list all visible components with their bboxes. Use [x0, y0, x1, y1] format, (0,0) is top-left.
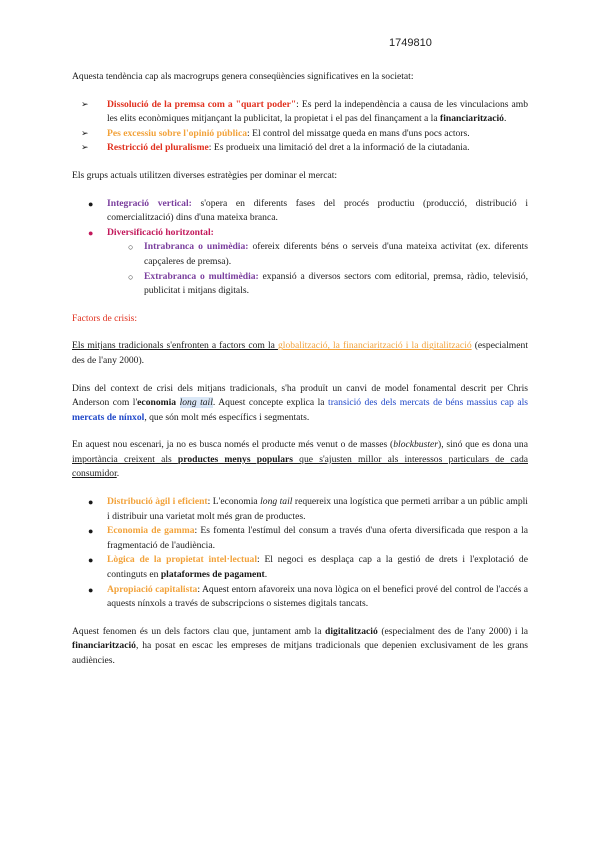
list-item: ● Integració vertical: s'opera en diferents fases del procés productiu (producció, distribució i comercialització) dins d'una mateixa branca.: [88, 197, 528, 224]
crisis-paragraph-2: Dins del context de crisi dels mitjans tradicionals, s'ha produït un canvi de model fonamental descrit per Chris Anderson com l'economia long tail. Aquest concepte explica la transició des dels mercats de béns massius cap als mercats de nínxol, que són molt més específics i segmentats.: [72, 382, 528, 423]
list-item: ○ Intrabranca o unimèdia: ofereix diferents béns o serveis d'una mateixa activitat (ex. diferents capçaleres de premsa).: [128, 241, 528, 267]
bullet-icon: ●: [88, 555, 94, 566]
arrow-bullet-icon: ➢: [81, 99, 89, 110]
intro-paragraph: Aquesta tendència cap als macrogrups genera conseqüències significatives en la societat:: [72, 71, 414, 82]
bullet-icon: ●: [88, 198, 94, 209]
list-item: ● Economia de gamma: Es fomenta l'estímul del consum a través d'una oferta diversificada que respon a la fragmentació de l'audiència.: [88, 525, 528, 551]
bullet-icon: ●: [88, 584, 94, 595]
list-item: ➢ Restricció del pluralisme: Es produeix una limitació del dret a la informació de la ciutadania.: [72, 141, 528, 156]
list-item: ➢ Pes excessiu sobre l'opinió pública: El control del missatge queda en mans d'uns pocs actors.: [72, 127, 528, 142]
diversification-sublist: [72, 240, 528, 298]
circle-bullet-icon: ○: [128, 242, 134, 253]
document-id: 1749810: [389, 37, 432, 49]
strategies-list: [72, 197, 528, 241]
crisis-heading: Factors de crisis:: [72, 312, 138, 324]
list-item: ● Distribució àgil i eficient: L'economia long tail requereix una logística que permeti arribar a un públic ampli i distribuir una varietat molt més gran de productes.: [88, 496, 528, 522]
arrow-bullet-icon: ➢: [81, 128, 89, 139]
consequences-list: [72, 98, 528, 156]
closing-paragraph: Aquest fenomen és un dels factors clau que, juntament amb la digitalització (especialment des de l'any 2000) i la financiarització, ha posat en escac les empreses de mitjans tradicionals que depenien exclusivament de les grans audiències.: [72, 625, 528, 666]
crisis-paragraph-1: Els mitjans tradicionals s'enfronten a factors com la globalització, la financiarització i la digitalització (especialment des de l'any 2000).: [72, 340, 528, 366]
list-item: ● Apropiació capitalista: Aquest entorn afavoreix una nova lògica on el benefici prové del control de l'accés a aquests nínxols a través de subscripcions o sistemes digitals tancats.: [88, 583, 528, 610]
crisis-paragraph-3: En aquest nou escenari, ja no es busca només el producte més venut o de masses (blockbuster), sinó que es dona una importància creixent als productes menys populars que s'ajusten millor als interessos particulars de cada consumidor.: [72, 439, 528, 480]
arrow-bullet-icon: ➢: [81, 143, 89, 154]
strategies-intro: Els grups actuals utilitzen diverses estratègies per dominar el mercat:: [72, 169, 338, 181]
list-item: ● Lògica de la propietat intel·lectual: El negoci es desplaça cap a la gestió de drets i l'explotació de continguts en plataformes de pagament.: [88, 554, 528, 581]
list-item: ➢ Dissolució de la premsa com a "quart poder": Es perd la independència a causa de les vinculacions amb les elits econòmiques mitjançant la publicitat, la propietat i el pas del finançament a la financiarització.: [81, 98, 528, 125]
bullet-icon: ●: [88, 526, 94, 537]
list-item: ● Diversificació horitzontal:: [72, 226, 528, 241]
list-item: ○ Extrabranca o multimèdia: expansió a diversos sectors com editorial, premsa, ràdio, televisió, publicitat i mitjans digitals.: [128, 270, 528, 297]
circle-bullet-icon: ○: [128, 271, 134, 282]
document-page: [72, 70, 528, 669]
bullet-icon: ●: [88, 227, 94, 238]
bullet-icon: ●: [88, 497, 94, 508]
longtail-list: [72, 495, 528, 612]
